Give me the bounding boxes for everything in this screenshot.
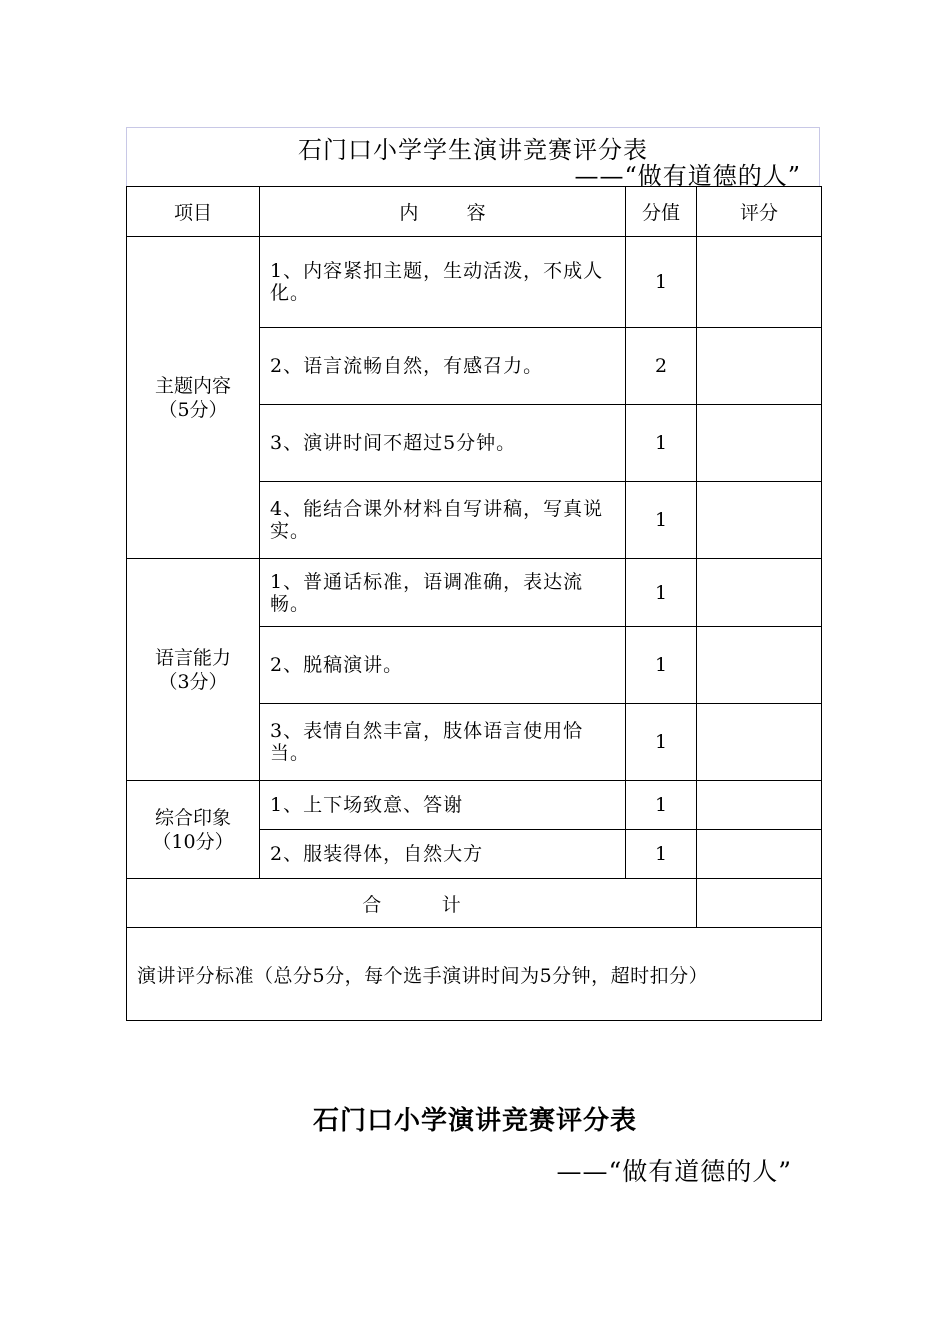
score-input-cell[interactable] [697, 559, 822, 627]
score-input-cell[interactable] [697, 482, 822, 559]
criterion-text: 3、演讲时间不超过5分钟。 [260, 405, 626, 482]
second-form-subtitle: ——“做有道德的人” [556, 1157, 792, 1186]
score-input-cell[interactable] [697, 237, 822, 328]
category-points: （3分） [158, 670, 228, 693]
form-title: 石门口小学学生演讲竞赛评分表 [298, 136, 648, 164]
form-subtitle: ——“做有道德的人” [574, 162, 801, 190]
scoring-note: 演讲评分标准（总分5分，每个选手演讲时间为5分钟，超时扣分） [127, 928, 822, 1021]
total-row [127, 879, 822, 928]
header-content: 内 容 [260, 187, 626, 237]
table-row [127, 781, 822, 830]
criterion-text: 1、普通话标准，语调准确，表达流畅。 [260, 559, 626, 627]
category-points: （10分） [152, 830, 234, 853]
criterion-points: 1 [626, 627, 697, 704]
table-row [127, 559, 822, 627]
score-input-cell[interactable] [697, 830, 822, 879]
criterion-text: 4、能结合课外材料自写讲稿，写真说实。 [260, 482, 626, 559]
score-table [126, 186, 822, 1021]
score-input-cell[interactable] [697, 781, 822, 830]
category-cell-impression [127, 781, 260, 879]
category-label: 综合印象 [154, 806, 231, 829]
criterion-points: 1 [626, 237, 697, 328]
score-input-cell[interactable] [697, 627, 822, 704]
category-cell-theme [127, 237, 260, 559]
category-label: 语言能力 [154, 646, 231, 669]
criterion-points: 1 [626, 704, 697, 781]
table-row [127, 237, 822, 328]
criterion-points: 1 [626, 559, 697, 627]
header-item: 项目 [127, 187, 260, 237]
score-input-cell[interactable] [697, 704, 822, 781]
total-label: 合 计 [127, 879, 697, 928]
criterion-points: 1 [626, 482, 697, 559]
criterion-text: 3、表情自然丰富，肢体语言使用恰当。 [260, 704, 626, 781]
score-input-cell[interactable] [697, 405, 822, 482]
header-points: 分值 [626, 187, 697, 237]
score-input-cell[interactable] [697, 328, 822, 405]
category-cell-language [127, 559, 260, 781]
criterion-text: 2、服装得体，自然大方 [260, 830, 626, 879]
criterion-points: 2 [626, 328, 697, 405]
header-score: 评分 [697, 187, 822, 237]
criterion-text: 1、内容紧扣主题，生动活泼，不成人化。 [260, 237, 626, 328]
criterion-text: 1、上下场致意、答谢 [260, 781, 626, 830]
criterion-text: 2、脱稿演讲。 [260, 627, 626, 704]
second-form-title: 石门口小学演讲竞赛评分表 [312, 1106, 637, 1136]
category-label: 主题内容 [154, 374, 231, 397]
criterion-points: 1 [626, 781, 697, 830]
note-row [127, 928, 822, 1021]
form-title-box [126, 127, 820, 190]
criterion-points: 1 [626, 830, 697, 879]
criterion-text: 2、语言流畅自然，有感召力。 [260, 328, 626, 405]
table-header-row [127, 187, 822, 237]
total-score-cell[interactable] [697, 879, 822, 928]
criterion-points: 1 [626, 405, 697, 482]
category-points: （5分） [158, 398, 228, 421]
